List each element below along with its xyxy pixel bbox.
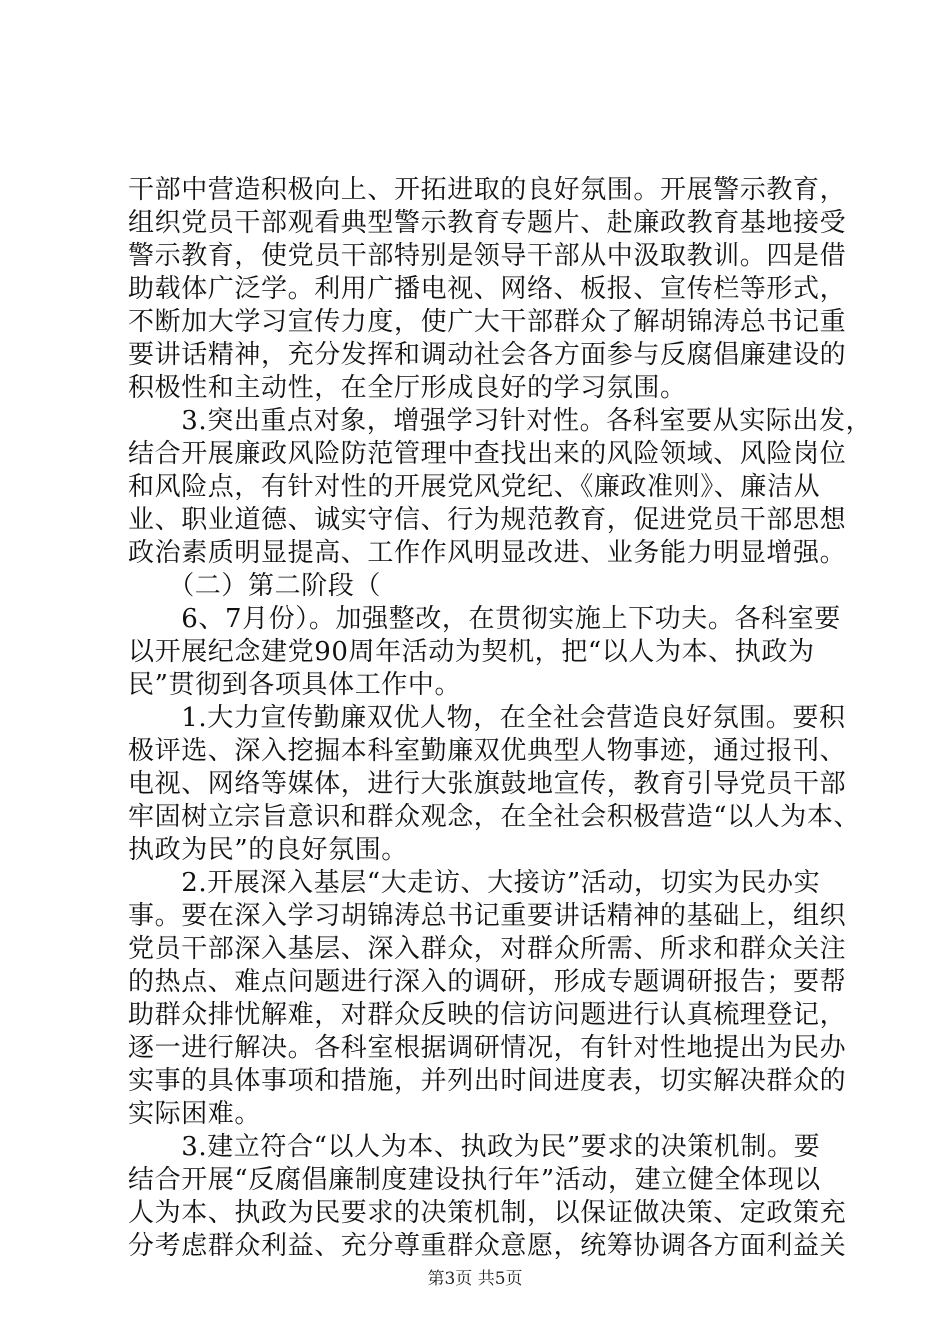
text-line: 要讲话精神，充分发挥和调动社会各方面参与反腐倡廉建设的 — [128, 340, 847, 370]
text-line: 实事的具体事项和措施，并列出时间进度表，切实解决群众的 — [128, 1066, 847, 1096]
text-line: 1.大力宣传勤廉双优人物，在全社会营造良好氛围。要积 — [128, 703, 846, 733]
text-line: 电视、网络等媒体，进行大张旗鼓地宣传，教育引导党员干部 — [128, 769, 847, 799]
page-number-footer: 第3页 共5页 — [427, 1269, 523, 1289]
text-line: 人为本、执政为民要求的决策机制，以保证做决策、定政策充 — [128, 1198, 847, 1228]
text-line: 分考虑群众利益、充分尊重群众意愿，统筹协调各方面利益关 — [128, 1231, 847, 1261]
text-line: 干部中营造积极向上、开拓进取的良好氛围。开展警示教育， — [128, 175, 847, 205]
text-line: 2.开展深入基层“大走访、大接访”活动，切实为民办实 — [128, 868, 821, 898]
text-line: 警示教育，使党员干部特别是领导干部从中汲取教训。四是借 — [128, 241, 847, 271]
text-line: 民”贯彻到各项具体工作中。 — [128, 670, 462, 700]
text-line: 党员干部深入基层、深入群众，对群众所需、所求和群众关注 — [128, 934, 847, 964]
text-line: 组织党员干部观看典型警示教育专题片、赴廉政教育基地接受 — [128, 208, 847, 238]
text-line: 积极性和主动性，在全厅形成良好的学习氛围。 — [128, 373, 687, 403]
text-line: 6、7月份）。加强整改，在贯彻实施上下功夫。各科室要 — [128, 604, 841, 634]
text-line: 极评选、深入挖掘本科室勤廉双优典型人物事迹，通过报刊、 — [128, 736, 847, 766]
text-line: 结合开展“反腐倡廉制度建设执行年”活动，建立健全体现以 — [128, 1165, 821, 1195]
text-line: 牢固树立宗旨意识和群众观念，在全社会积极营造“以人为本、 — [128, 802, 861, 832]
text-line: 3.建立符合“以人为本、执政为民”要求的决策机制。要 — [128, 1132, 821, 1162]
text-line: 以开展纪念建党90周年活动为契机，把“以人为本、执政为 — [128, 637, 815, 667]
text-line: 政治素质明显提高、工作作风明显改进、业务能力明显增强。 — [128, 538, 847, 568]
text-line: 实际困难。 — [128, 1099, 262, 1129]
text-line: 3.突出重点对象，增强学习针对性。各科室要从实际出发， — [128, 406, 873, 436]
text-line: 结合开展廉政风险防范管理中查找出来的风险领域、风险岗位 — [128, 439, 847, 469]
text-line: 事。要在深入学习胡锦涛总书记重要讲话精神的基础上，组织 — [128, 901, 847, 931]
text-line: 和风险点，有针对性的开展党风党纪、《廉政准则》、廉洁从 — [128, 472, 821, 502]
text-line: 不断加大学习宣传力度，使广大干部群众了解胡锦涛总书记重 — [128, 307, 847, 337]
text-line: 的热点、难点问题进行深入的调研，形成专题调研报告；要帮 — [128, 967, 847, 997]
text-line: 执政为民”的良好氛围。 — [128, 835, 408, 865]
section-heading: （二）第二阶段（ — [128, 571, 382, 601]
text-line: 助载体广泛学。利用广播电视、网络、板报、宣传栏等形式， — [128, 274, 847, 304]
text-line: 助群众排忧解难，对群众反映的信访问题进行认真梳理登记， — [128, 1000, 847, 1030]
text-line: 逐一进行解决。各科室根据调研情况，有针对性地提出为民办 — [128, 1033, 847, 1063]
text-line: 业、职业道德、诚实守信、行为规范教育，促进党员干部思想 — [128, 505, 847, 535]
